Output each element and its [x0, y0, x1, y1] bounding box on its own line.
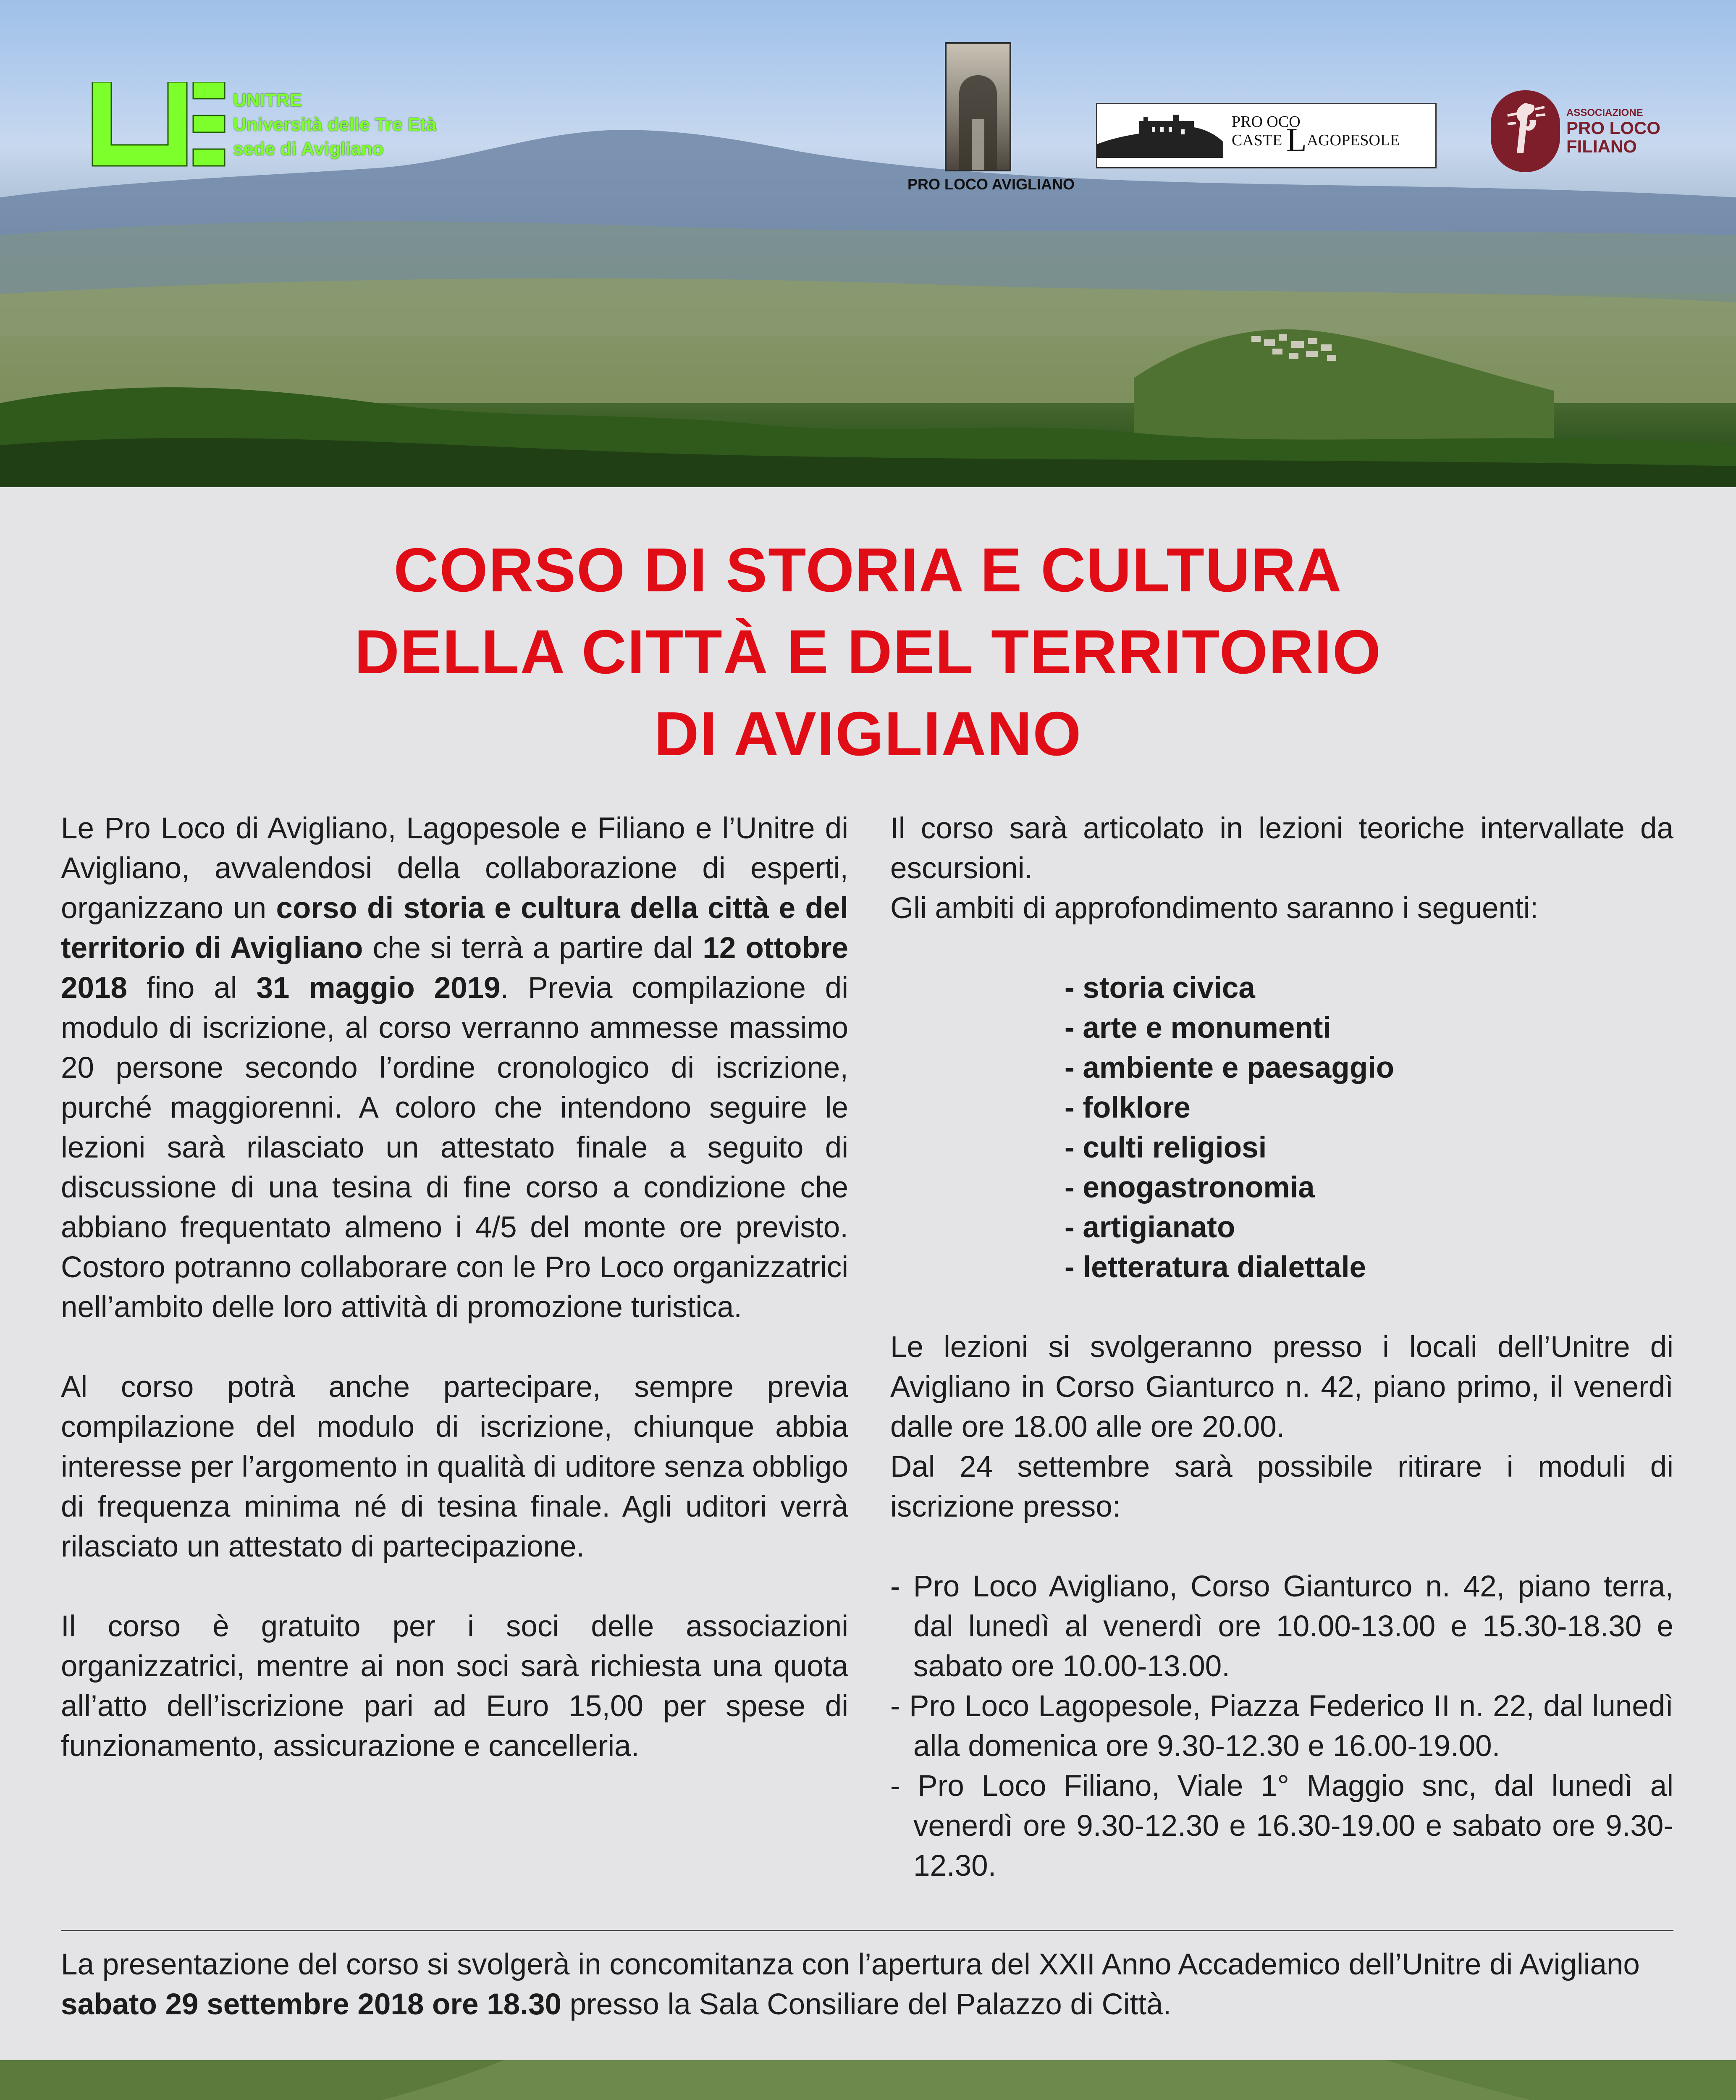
auditors-paragraph: Al corso potrà anche partecipare, sempre previa compilazione del modulo di iscrizione, chiunque abbia interesse per l’argomento in qualità di uditore senza obbligo di frequenza minima né di tesina finale. Agli uditori verrà rilasciato un attestato di partecipazione.	[61, 1370, 848, 1563]
list-item: - storia civica	[1065, 971, 1255, 1005]
intro-text-c: che si terrà a partire dal	[363, 932, 703, 965]
filiano-badge-icon	[1491, 90, 1560, 172]
lago-agopesole: AGOPESOLE	[1306, 131, 1400, 149]
unitre-name: UNITRE	[233, 90, 302, 110]
proloco-avigliano-caption: PRO LOCO AVIGLIANO	[907, 176, 1075, 193]
list-item: - letteratura dialettale	[1065, 1251, 1366, 1284]
landscape-illustration	[0, 0, 1736, 487]
list-item: - arte e monumenti	[1065, 1011, 1332, 1045]
title-line-2: DELLA CITTÀ E DEL TERRITORIO	[354, 617, 1382, 687]
castle-icon	[1097, 104, 1223, 158]
venues-list	[890, 1567, 1673, 1886]
unitre-mark-icon	[88, 82, 227, 170]
fees-paragraph: Il corso è gratuito per i soci delle associazioni organizzatrici, mentre ai non soci sarà richiesta una quota all’atto dell’iscrizione pari ad Euro 15,00 per spese di funzionamento, assicurazione e cancelleria.	[61, 1610, 848, 1763]
lago-pro: PRO	[1232, 113, 1263, 131]
presentation-note	[61, 1945, 1673, 2024]
proloco-lagopesole-logo	[1096, 103, 1437, 168]
filiano-name2: FILIANO	[1566, 136, 1637, 156]
town-aerial-photo	[0, 2060, 1736, 2100]
end-date: 31 maggio 2019	[256, 971, 501, 1005]
proloco-filiano-logo	[1491, 90, 1676, 174]
list-item: - Pro Loco Avigliano, Corso Gianturco n. 42, piano terra, dal lunedì al venerdì ore 10.00-13.00 e 15.30-18.30 e sabato ore 10.00-13.00.	[890, 1570, 1673, 1683]
page-title	[0, 529, 1736, 775]
filiano-name1: PRO LOCO	[1566, 118, 1661, 138]
town-illustration	[0, 2060, 1736, 2100]
archway-photo	[945, 42, 1011, 171]
hero-landscape-photo	[0, 0, 1736, 487]
forms-paragraph: Dal 24 settembre sarà possibile ritirare i moduli di iscrizione presso:	[890, 1450, 1673, 1523]
left-column	[61, 808, 848, 1766]
title-line-1: CORSO DI STORIA E CULTURA	[393, 536, 1343, 605]
lago-caste: CASTE	[1232, 131, 1282, 149]
topics-list	[1065, 968, 1673, 1287]
lessons-paragraph: Le lezioni si svolgeranno presso i locali dell’Unitre di Avigliano in Corso Gianturco n. 42, piano primo, il venerdì dalle ore 18.00 alle ore 20.00.	[890, 1331, 1673, 1444]
lago-oco: OCO	[1267, 113, 1301, 131]
intro-text-g: . Previa compilazione di modulo di iscrizione, al corso verranno ammesse massimo 20 persone secondo l’ordine cronologico di iscrizione, purché maggiorenni. A coloro che intendono seguire le lezioni sarà rilasciato un attestato finale a seguito di discussione di una tesina di fine corso a condizione che abbiano frequentato almeno i 4/5 del monte ore previsto. Costoro potranno collaborare con le Pro Loco organizzatrici nell’ambito delle loro attività di promozione turistica.	[61, 971, 848, 1324]
unitre-full-name: Università delle Tre Età	[233, 114, 437, 135]
start-date: 12 ottobre 2018	[61, 932, 848, 1005]
intro-paragraph	[61, 808, 848, 1327]
topics-intro: Gli ambiti di approfondimento saranno i seguenti:	[890, 892, 1539, 925]
list-item: - ambiente e paesaggio	[1065, 1051, 1395, 1084]
list-item: - culti religiosi	[1065, 1131, 1267, 1164]
lago-big-l: L	[1286, 122, 1307, 159]
course-name-bold: corso di storia e cultura della città e del territorio di Avigliano	[61, 892, 848, 965]
list-item: - enogastronomia	[1065, 1171, 1315, 1204]
unitre-location: sede di Avigliano	[233, 139, 384, 159]
list-item: - Pro Loco Lagopesole, Piazza Federico II n. 22, dal lunedì alla domenica ore 9.30-12.30 e 16.00-19.00.	[890, 1690, 1673, 1763]
unitre-logo	[88, 82, 466, 170]
intro-text-e: fino al	[127, 971, 257, 1005]
list-item: - folklore	[1065, 1091, 1191, 1124]
right-column	[890, 808, 1673, 1886]
filiano-assoc: ASSOCIAZIONE	[1566, 107, 1643, 118]
intro-text-a: Le Pro Loco di Avigliano, Lagopesole e Filiano e l’Unitre di Avigliano, avvalendosi della collaborazione di esperti, organizzano un	[61, 812, 848, 925]
presentation-date: sabato 29 settembre 2018 ore 18.30	[61, 1988, 561, 2021]
structure-paragraph: Il corso sarà articolato in lezioni teoriche intervallate da escursioni.	[890, 812, 1673, 885]
divider	[61, 1930, 1673, 1931]
list-item: - artigianato	[1065, 1211, 1235, 1244]
presentation-text-c: presso la Sala Consiliare del Palazzo di Città.	[561, 1988, 1172, 2021]
list-item: - Pro Loco Filiano, Viale 1° Maggio snc, dal lunedì al venerdì ore 9.30-12.30 e 16.30-19.00 e sabato ore 9.30-12.30.	[890, 1769, 1673, 1882]
presentation-text-a: La presentazione del corso si svolgerà in concomitanza con l’apertura del XXII Anno Accademico dell’Unitre di Avigliano	[61, 1948, 1640, 1981]
title-line-3: DI AVIGLIANO	[654, 699, 1082, 769]
